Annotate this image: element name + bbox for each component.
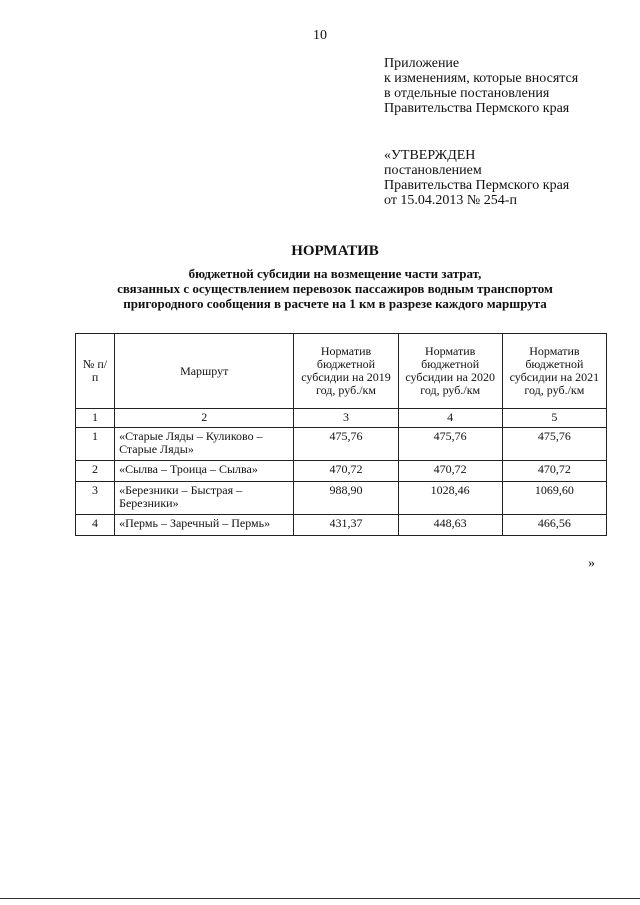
appendix-line: к изменениям, которые вносятся: [384, 71, 579, 86]
approval-line: Правительства Пермского края: [384, 178, 570, 193]
column-number: 4: [398, 409, 502, 428]
cell-2019: 475,76: [294, 428, 398, 461]
header-no: № п/п: [76, 334, 115, 409]
page-number: 10: [313, 28, 327, 43]
document-subtitle-line: связанных с осуществлением перевозок пассажиров водным транспортом: [117, 281, 553, 296]
document-subtitle-line: бюджетной субсидии на возмещение части затрат,: [188, 266, 482, 281]
cell-2020: 1028,46: [398, 482, 502, 515]
cell-2019: 431,37: [294, 515, 398, 536]
cell-no: 1: [76, 428, 115, 461]
cell-no: 2: [76, 461, 115, 482]
cell-2021: 475,76: [502, 428, 606, 461]
column-number: 1: [76, 409, 115, 428]
scan-edge-line: [0, 898, 640, 899]
cell-2020: 470,72: [398, 461, 502, 482]
cell-route: «Пермь – Заречный – Пермь»: [115, 515, 294, 536]
approval-line: от 15.04.2013 № 254-п: [384, 193, 517, 208]
table-row: [76, 428, 607, 461]
appendix-line: Правительства Пермского края: [384, 101, 570, 116]
column-number: 3: [294, 409, 398, 428]
closing-quote: »: [588, 556, 595, 571]
cell-2021: 1069,60: [502, 482, 606, 515]
cell-no: 3: [76, 482, 115, 515]
table-header-row: [76, 334, 607, 409]
approval-line: постановлением: [384, 163, 482, 178]
cell-route: «Березники – Быстрая – Березники»: [115, 482, 294, 515]
header-2019: Норматив бюджетной субсидии на 2019 год, руб./км: [294, 334, 398, 409]
cell-2021: 470,72: [502, 461, 606, 482]
table-row: [76, 461, 607, 482]
column-number: 5: [502, 409, 606, 428]
document-subtitle-line: пригородного сообщения в расчете на 1 км в разрезе каждого маршрута: [123, 296, 547, 311]
header-route: Маршрут: [115, 334, 294, 409]
table-row: [76, 515, 607, 536]
cell-route: «Старые Ляды – Куликово – Старые Ляды»: [115, 428, 294, 461]
column-number-row: [76, 409, 607, 428]
cell-route: «Сылва – Троица – Сылва»: [115, 461, 294, 482]
column-number: 2: [115, 409, 294, 428]
cell-2019: 470,72: [294, 461, 398, 482]
table-row: [76, 482, 607, 515]
cell-2019: 988,90: [294, 482, 398, 515]
appendix-line: в отдельные постановления: [384, 86, 550, 101]
header-2021: Норматив бюджетной субсидии на 2021 год, руб./км: [502, 334, 606, 409]
approval-block: [384, 148, 569, 208]
header-2020: Норматив бюджетной субсидии на 2020 год, руб./км: [398, 334, 502, 409]
document-title: НОРМАТИВ: [291, 243, 379, 259]
cell-2020: 448,63: [398, 515, 502, 536]
subsidy-norm-table: [75, 333, 607, 536]
cell-2021: 466,56: [502, 515, 606, 536]
cell-2020: 475,76: [398, 428, 502, 461]
document-title-block: [40, 242, 630, 311]
appendix-block: [384, 56, 578, 116]
cell-no: 4: [76, 515, 115, 536]
approval-line: «УТВЕРЖДЕН: [384, 148, 476, 163]
appendix-line: Приложение: [384, 56, 460, 71]
